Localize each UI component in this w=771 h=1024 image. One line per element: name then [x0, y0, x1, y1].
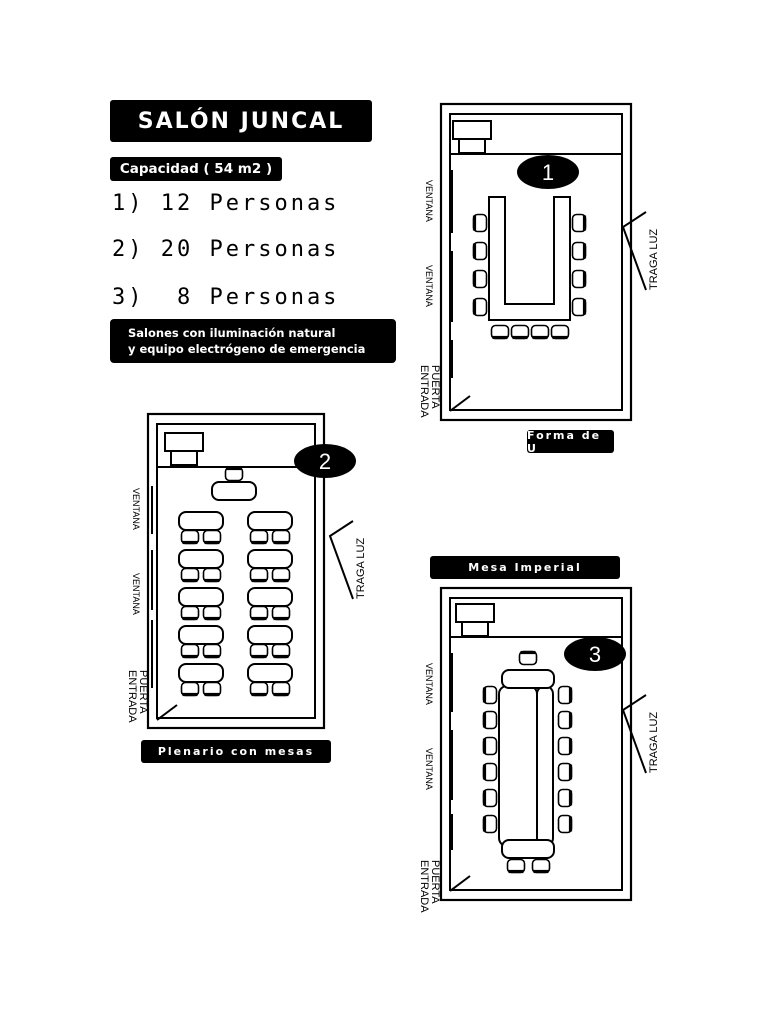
plan-3-table-right: [537, 686, 553, 846]
plan-2-chair-r0-c0-b: [204, 531, 221, 544]
plan-3-chair-right-3: [559, 764, 572, 781]
plan-3-window-label-2: VENTANA: [424, 748, 434, 790]
plan-1-caption: Forma de U: [527, 430, 614, 453]
plan-2-entrance: [126, 670, 149, 723]
plan-2-speaker-table: [212, 482, 256, 500]
plan-2-chair-r1-c0-a: [182, 569, 199, 582]
plan-1-chair-right-2: [573, 271, 586, 288]
entrance-label-line-2: ENTRADA: [418, 860, 430, 913]
plan-1-chair-bottom-1: [512, 326, 529, 339]
plan-3-chair-foot-b: [533, 860, 550, 873]
plan-2-chair-r4-c0-b: [204, 683, 221, 696]
plan-2-chair-r2-c1-a: [251, 607, 268, 620]
plan-2-chair-r3-c1-b: [273, 645, 290, 658]
entrance-label-line-1: PUERTA: [429, 860, 441, 904]
plan-3-chair-right-2: [559, 738, 572, 755]
plan-2-chair-r0-c1-b: [273, 531, 290, 544]
plan-1-chair-bottom-0: [492, 326, 509, 339]
lighting-note-line-2: y equipo electrógeno de emergencia: [128, 342, 366, 356]
plan-1-chair-bottom-3: [552, 326, 569, 339]
plan-1-chair-left-2: [474, 271, 487, 288]
plan-2-chair-r3-c0-a: [182, 645, 199, 658]
plan-3-chair-right-1: [559, 712, 572, 729]
capacity-badge: Capacidad ( 54 m2 ): [110, 157, 282, 181]
plan-3-window-label-1: VENTANA: [424, 663, 434, 705]
projector-screen: [453, 121, 491, 139]
plan-2-table-r4-c1: [248, 664, 292, 682]
plan-3-table-left: [499, 686, 537, 846]
plan-2-screen: [165, 433, 203, 465]
plan-2-table-r2-c1: [248, 588, 292, 606]
plan-3-chair-left-0: [484, 687, 497, 704]
plan-2-chair-r0-c0-a: [182, 531, 199, 544]
plan-2-chair-r2-c0-a: [182, 607, 199, 620]
plan-1-chair-right-1: [573, 243, 586, 260]
plan-2-table-r1-c0: [179, 550, 223, 568]
plan-2-chair-r4-c0-a: [182, 683, 199, 696]
entrance-label-line-1: PUERTA: [137, 670, 149, 714]
plan-1-chair-left-1: [474, 243, 487, 260]
plan-3-badge-text: 3: [588, 642, 602, 667]
plan-2-table-r3-c0: [179, 626, 223, 644]
plan-3-chair-right-0: [559, 687, 572, 704]
plan-2-plenario: [126, 414, 367, 728]
plan-3-chair-right-5: [559, 816, 572, 833]
room-title: SALÓN JUNCAL: [110, 100, 372, 142]
plan-2-chair-r4-c1-a: [251, 683, 268, 696]
projector-stand: [171, 451, 197, 465]
plan-2-table-r3-c1: [248, 626, 292, 644]
plan-2-badge-text: 2: [318, 449, 332, 474]
plan-2-chair-r3-c1-a: [251, 645, 268, 658]
lighting-note-line-1: Salones con iluminación natural: [128, 326, 336, 340]
entrance-label-line-1: PUERTA: [429, 365, 441, 409]
plan-3-mesa-imperial: [418, 588, 660, 913]
plan-1-badge-text: 1: [541, 160, 555, 185]
option-1-text: 1) 12 Personas: [112, 191, 340, 216]
skylight-label: TRAGA LUZ: [648, 228, 660, 290]
plan-1-screen: [453, 121, 491, 153]
plan-1-chair-left-0: [474, 215, 487, 232]
plan-2-table-r2-c0: [179, 588, 223, 606]
plan-2-chair-r2-c1-b: [273, 607, 290, 620]
plan-2-chair-r0-c1-a: [251, 531, 268, 544]
plan-3-chair-left-3: [484, 764, 497, 781]
plan-3-table-head: [502, 670, 554, 688]
plan-2-table-r4-c0: [179, 664, 223, 682]
plan-3-table-foot: [502, 840, 554, 858]
option-3-text: 3) 8 Personas: [112, 285, 340, 310]
plan-3-chair-left-2: [484, 738, 497, 755]
plan-2-table-r1-c1: [248, 550, 292, 568]
plan-2-chair-r4-c1-b: [273, 683, 290, 696]
plan-3-chair-left-5: [484, 816, 497, 833]
projector-stand: [459, 139, 485, 153]
plan-2-caption: Plenario con mesas: [141, 740, 331, 763]
plan-1-chair-bottom-2: [532, 326, 549, 339]
plan-3-caption: Mesa Imperial: [430, 556, 620, 579]
plan-2-table-r0-c1: [248, 512, 292, 530]
plan-1-chair-left-3: [474, 299, 487, 316]
entrance-label-line-2: ENTRADA: [126, 670, 138, 723]
plan-2-chair-r1-c0-b: [204, 569, 221, 582]
plan-3-entrance: [418, 860, 441, 913]
plan-1-chair-right-0: [573, 215, 586, 232]
plan-2-speaker-chair: [226, 468, 243, 481]
plan-3-chair-left-4: [484, 790, 497, 807]
plan-2-chair-r1-c1-a: [251, 569, 268, 582]
plan-3-chair-head: [520, 652, 537, 665]
skylight-label: TRAGA LUZ: [355, 537, 367, 599]
plan-1-entrance: [418, 365, 441, 418]
plan-3-chair-right-4: [559, 790, 572, 807]
plan-1-chair-right-3: [573, 299, 586, 316]
plan-2-chair-r3-c0-b: [204, 645, 221, 658]
plan-2-window-label-2: VENTANA: [131, 573, 141, 615]
skylight-outline: [330, 521, 353, 599]
plan-2-table-r0-c0: [179, 512, 223, 530]
plan-3-chair-foot-a: [508, 860, 525, 873]
plan-1-forma-u: [418, 104, 660, 420]
plan-1-window-label-2: VENTANA: [424, 265, 434, 307]
projector-screen: [165, 433, 203, 451]
plan-2-chair-r2-c0-b: [204, 607, 221, 620]
skylight-label: TRAGA LUZ: [648, 711, 660, 773]
plan-2-window-label-1: VENTANA: [131, 488, 141, 530]
plan-2-skylight: [330, 521, 367, 599]
plan-1-window-label-1: VENTANA: [424, 180, 434, 222]
option-2-text: 2) 20 Personas: [112, 237, 340, 262]
plan-2-chair-r1-c1-b: [273, 569, 290, 582]
entrance-label-line-2: ENTRADA: [418, 365, 430, 418]
plan-3-screen: [456, 604, 494, 636]
plan-3-chair-left-1: [484, 712, 497, 729]
projector-stand: [462, 622, 488, 636]
projector-screen: [456, 604, 494, 622]
